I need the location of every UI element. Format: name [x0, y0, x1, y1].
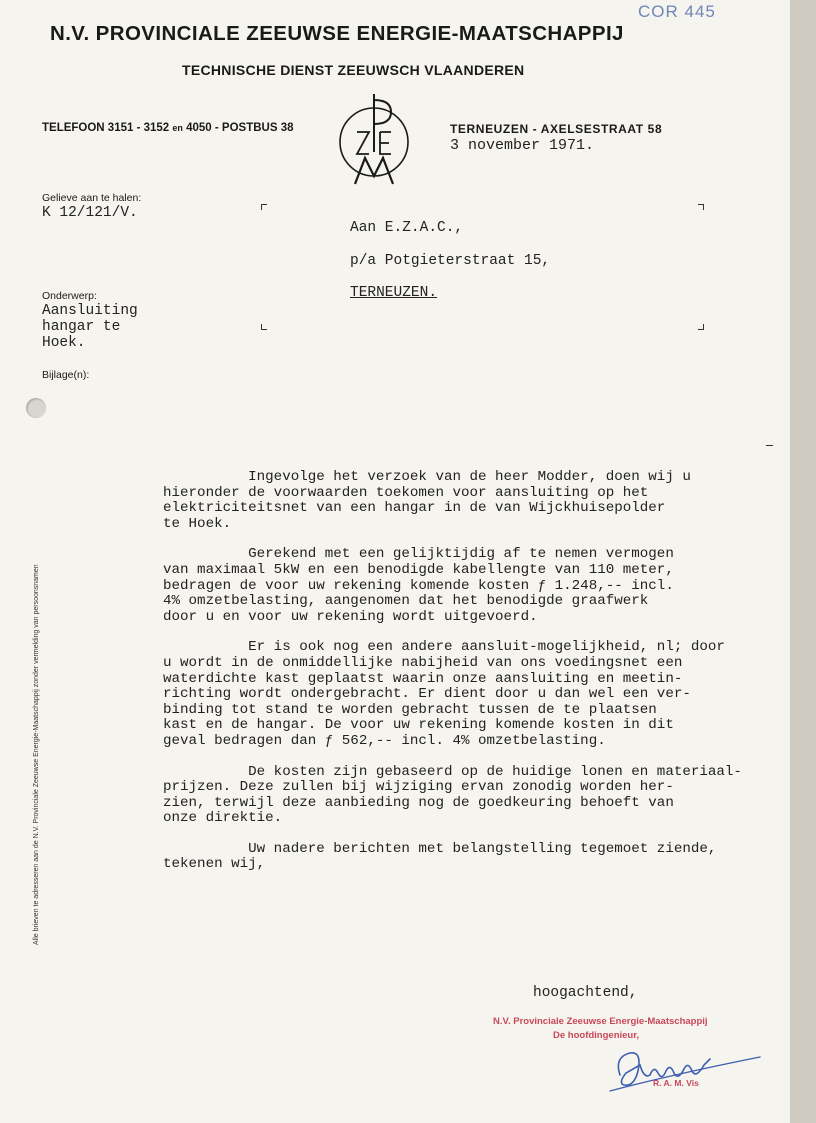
body-paragraph: Er is ook nog een andere aansluit-mogelijkheid, nl; door u wordt in de onmiddellijke nabijheid van ons voedingsnet een waterdichte kast geplaatst waarin onze aansluiting en meetin- richting wordt ondergebracht. Er dient door u dan wel een ver- binding tot stand te worden gebracht tussen de te plaatsen kast en de hangar. De voor uw rekening komende kosten in dit geval bedragen dan ƒ 562,-- incl. 4% omzetbelasting.: [163, 639, 725, 749]
closing-salutation: hoogachtend,: [533, 985, 638, 1001]
body-paragraph: De kosten zijn gebaseerd op de huidige lonen en materiaal- prijzen. Deze zullen bij wijziging ervan zonodig worden her- zien, terwijl deze aanbieding nog de goedkeuring behoeft van onze direktie.: [163, 763, 742, 827]
address-corner-mark-icon: [261, 204, 267, 210]
stamp-signatory: R. A. M. Vis: [653, 1078, 699, 1088]
subject-text: [42, 303, 138, 351]
recipient-line: p/a Potgieterstraat 15,: [350, 253, 551, 269]
address-corner-mark-icon: [698, 324, 704, 330]
reference-label: Gelieve aan te halen:: [42, 192, 142, 204]
attachments-label: Bijlage(n):: [42, 369, 90, 381]
scan-background: [790, 0, 816, 1123]
company-name: N.V. PROVINCIALE ZEEUWSE ENERGIE-MAATSCHAPPIJ: [50, 22, 624, 45]
phone-line: [42, 122, 294, 134]
handwritten-archive-note: COR 445: [638, 2, 716, 21]
margin-note: Alle brieven te adresseren aan de N.V. Provinciale Zeeuwse Energie-Maatschappij zonder vermelding van persoonsnamen: [33, 564, 40, 945]
recipient-city: TERNEUZEN.: [350, 285, 438, 301]
subject-label: Onderwerp:: [42, 290, 97, 302]
fold-mark: [766, 445, 773, 446]
body-paragraph: Gerekend met een gelijktijdig af te nemen vermogen van maximaal 5kW en een benodigde kabellengte van 110 meter, bedragen de voor uw rekening komende kosten ƒ 1.248,-- incl. 4% omzetbelasting, aangenomen dat het benodigde graafwerk door u en voor uw rekening wordt uitgevoerd.: [163, 546, 674, 625]
subject-line: Hoek.: [42, 335, 86, 351]
subject-line: Aansluiting: [42, 303, 138, 319]
stamp-title: De hoofdingenieur,: [553, 1030, 640, 1041]
stamp-company: N.V. Provinciale Zeeuwse Energie-Maatschappij: [493, 1016, 708, 1027]
letter-date: 3 november 1971.: [450, 137, 595, 154]
place-address: TERNEUZEN - AXELSESTRAAT 58: [450, 122, 663, 136]
punch-hole: [26, 398, 46, 418]
pzem-logo-icon: [333, 92, 415, 188]
address-corner-mark-icon: [261, 324, 267, 330]
body-paragraph: Ingevolge het verzoek van de heer Modder, doen wij u hieronder de voorwaarden toekomen voor aansluiting op het elektriciteitsnet van een hangar in de van Wijckhuisepolder te Hoek.: [163, 469, 691, 532]
department-name: TECHNISCHE DIENST ZEEUWSCH VLAANDEREN: [182, 62, 525, 78]
phone-numbers: TELEFOON 3151 - 3152: [42, 122, 170, 134]
phone-and: en: [172, 123, 183, 133]
letter-body: [163, 470, 783, 888]
phone-rest: 4050 - POSTBUS 38: [186, 122, 294, 134]
subject-line: hangar te: [42, 319, 121, 335]
signature-icon: [600, 1035, 780, 1105]
reference-value: K 12/121/V.: [42, 205, 138, 221]
address-corner-mark-icon: [698, 204, 704, 210]
recipient-line: Aan E.Z.A.C.,: [350, 220, 464, 236]
body-paragraph: Uw nadere berichten met belangstelling tegemoet ziende, tekenen wij,: [163, 840, 717, 873]
